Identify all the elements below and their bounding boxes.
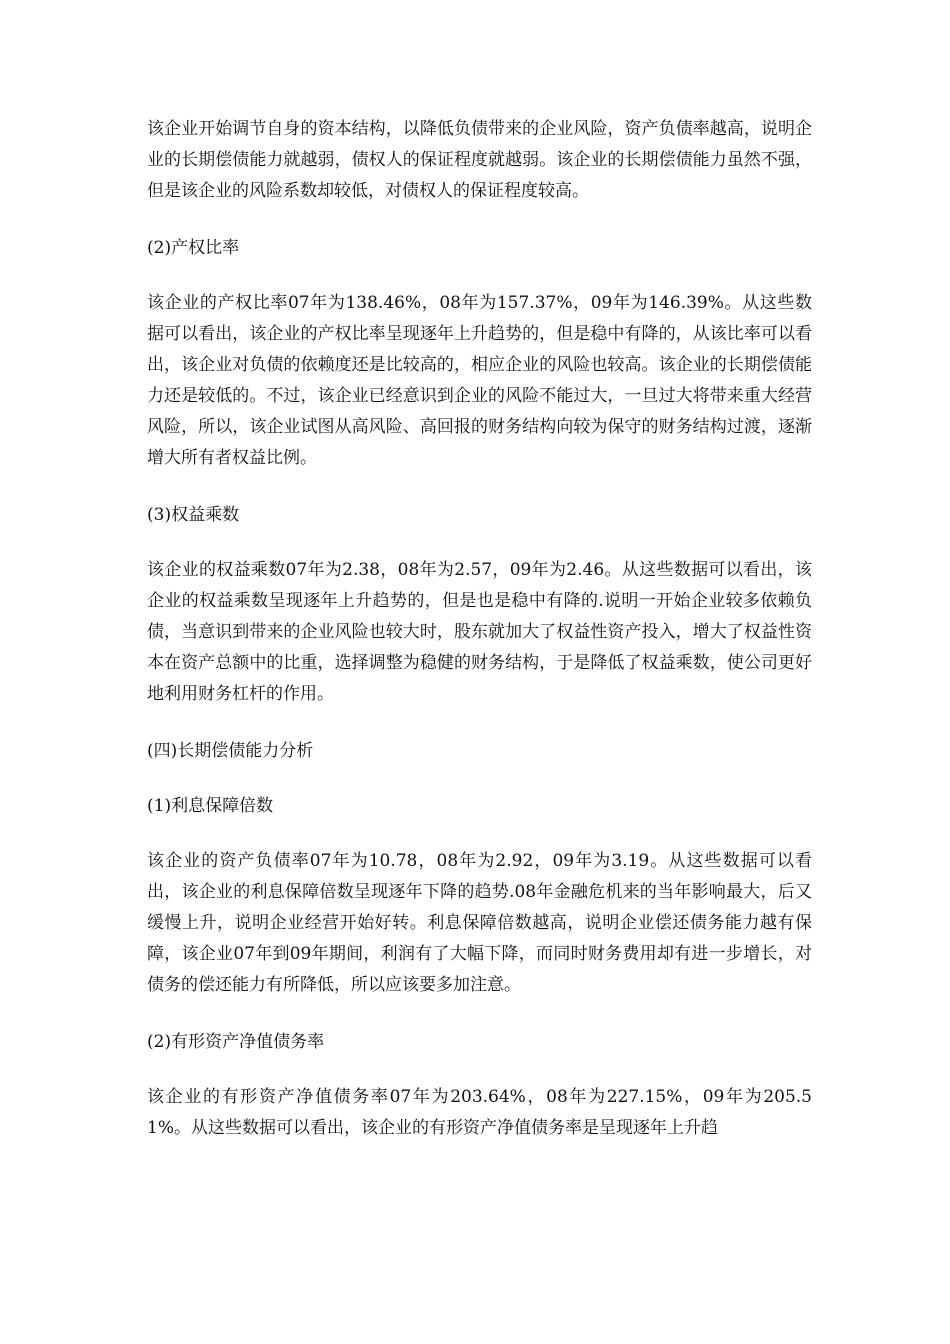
paragraph-interest-coverage: 该企业的资产负债率07年为10.78，08年为2.92，09年为3.19。从这些数据可以看出，该企业的利息保障倍数呈现逐年下降的趋势.08年金融危机来的当年影响最大，后又缓慢上升，说明企业经营开始好转。利息保障倍数越高，说明企业偿还债务能力越有保障，该企业07年到09年期间，利润有了大幅下降，而同时财务费用却有进一步增长，对债务的偿还能力有所降低，所以应该要多加注意。: [147, 851, 812, 995]
paragraph-tangible-net-worth-debt-ratio: 该企业的有形资产净值债务率07年为203.64%，08年为227.15%，09年为205.51%。从这些数据可以看出，该企业的有形资产净值债务率是呈现逐年上升趋: [147, 1087, 812, 1138]
heading-equity-multiplier: (3)权益乘数: [147, 505, 240, 525]
heading-interest-coverage: (1)利息保障倍数: [147, 796, 274, 816]
document-page: [147, 114, 812, 1144]
paragraph-equity-multiplier: 该企业的权益乘数07年为2.38，08年为2.57，09年为2.46。从这些数据可以看出，该企业的权益乘数呈现逐年上升趋势的，但是也是稳中有降的.说明一开始企业较多依赖负债，当意识到带来的企业风险也较大时，股东就加大了权益性资产投入，增大了权益性资本在资产总额中的比重，选择调整为稳健的财务结构，于是降低了权益乘数，使公司更好地利用财务杠杆的作用。: [147, 560, 812, 704]
spacer: [147, 710, 812, 736]
spacer: [147, 474, 812, 500]
paragraph-debt-ratio-conclusion: 该企业开始调节自身的资本结构，以降低负债带来的企业风险，资产负债率越高，说明企业的长期偿债能力就越弱，债权人的保证程度就越弱。该企业的长期偿债能力虽然不强，但是该企业的风险系数却较低，对债权人的保证程度较高。: [147, 119, 812, 201]
spacer: [147, 1001, 812, 1027]
spacer: [147, 264, 812, 288]
spacer: [147, 822, 812, 846]
paragraph-equity-ratio: 该企业的产权比率07年为138.46%，08年为157.37%，09年为146.39%。从这些数据可以看出，该企业的产权比率呈现逐年上升趋势的，但是稳中有降的，从该比率可以看出，该企业对负债的依赖度还是比较高的，相应企业的风险也较高。该企业的长期偿债能力还是较低的。不过，该企业已经意识到企业的风险不能过大，一旦过大将带来重大经营风险，所以，该企业试图从高风险、高回报的财务结构向较为保守的财务结构过渡，逐渐增大所有者权益比例。: [147, 293, 812, 468]
spacer: [147, 207, 812, 233]
section-heading-long-term-solvency: (四)长期偿债能力分析: [147, 741, 314, 761]
spacer: [147, 1058, 812, 1082]
heading-tangible-net-worth-debt-ratio: (2)有形资产净值债务率: [147, 1032, 325, 1052]
spacer: [147, 531, 812, 555]
spacer: [147, 767, 812, 791]
heading-equity-ratio: (2)产权比率: [147, 238, 240, 258]
